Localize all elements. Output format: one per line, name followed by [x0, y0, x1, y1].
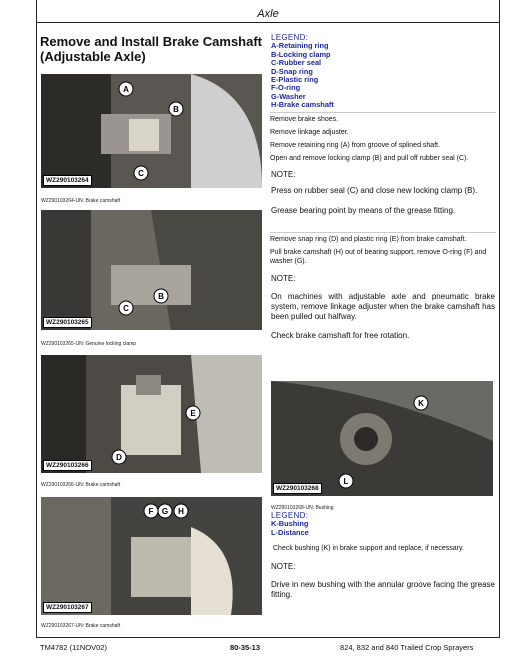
section-title: Axle — [257, 8, 279, 20]
callout-label: C — [123, 304, 129, 313]
photo-3-art — [41, 355, 262, 473]
step-check-bushing: Check bushing (K) in brake support and replace, if necessary. — [273, 545, 464, 552]
photo-5-art — [271, 381, 493, 496]
photo-tag: WZ290103266 — [43, 460, 92, 471]
callout-label: H — [178, 507, 184, 516]
photo-tag: WZ290103265 — [43, 317, 92, 328]
callout-label: E — [190, 409, 196, 418]
callout-label: F — [148, 507, 154, 516]
photo-caption: WZ290103266-UN: Brake camshaft — [41, 482, 121, 488]
legend-item: H-Brake camshaft — [271, 100, 334, 110]
step-item: Open and remove locking clamp (B) and pull off rubber seal (C). — [270, 155, 469, 162]
legend-item: G-Washer — [271, 91, 306, 101]
legend-title: LEGEND: — [271, 33, 309, 42]
legend-item: L-Distance — [271, 527, 309, 537]
note-text-2: On machines with adjustable axle and pneumatic brake system, remove linkage adjuster when the brake camshaft has been pulled out halfway. — [271, 292, 495, 321]
step-item: Remove linkage adjuster. — [270, 129, 349, 136]
photo-tag: WZ290103264 — [43, 175, 92, 186]
step-item: Pull brake camshaft (H) out of bearing support, remove O-ring (F) and washer (G). — [270, 249, 487, 265]
check-instruction: Check brake camshaft for free rotation. — [271, 331, 410, 340]
legend-item: F-O-ring — [271, 83, 301, 93]
note-label-2: NOTE: — [271, 274, 296, 283]
photo-caption: WZ290103267-UN: Brake camshaft — [41, 623, 121, 629]
callout-label: B — [173, 105, 179, 114]
footer-rule — [36, 637, 500, 638]
legend-item: K-Bushing — [271, 519, 309, 529]
legend-main — [271, 34, 334, 110]
photo-brake-camshaft-2 — [41, 355, 262, 473]
callout-label: B — [158, 292, 164, 301]
photo-2-art — [41, 210, 262, 330]
photo-tag: WZ290103267 — [43, 602, 92, 613]
photo-caption: WZ290103268-UN: Bushing — [271, 505, 334, 511]
callout-label: D — [116, 453, 122, 462]
photo-bushing — [271, 381, 493, 496]
photo-brake-camshaft-1 — [41, 74, 262, 188]
heading-line-1: Remove and Install Brake Camshaft — [40, 34, 262, 49]
callout-label: K — [418, 399, 424, 408]
heading-line-2: (Adjustable Axle) — [40, 49, 146, 64]
legend-item: E-Plastic ring — [271, 75, 319, 85]
step-item: Remove snap ring (D) and plastic ring (E) from brake camshaft. — [270, 236, 467, 243]
header-rule — [36, 22, 500, 23]
photo-caption: WZ290103264-UN: Brake camshaft — [41, 198, 121, 204]
legend-item: D-Snap ring — [271, 66, 313, 76]
note-text-1: Press on rubber seal (C) and close new locking clamp (B). — [271, 186, 478, 195]
page-heading — [40, 34, 262, 64]
step-item: Remove retaining ring (A) from groove of splined shaft. — [270, 142, 441, 149]
callout-label: C — [138, 169, 144, 178]
callout-label: G — [161, 507, 169, 516]
step-item: Remove brake shoes. — [270, 116, 339, 123]
step-list-1 — [270, 112, 496, 163]
legend-title: LEGEND: — [271, 511, 309, 520]
step-list-2 — [270, 232, 496, 266]
footer-tm-number: TM4782 (11NOV02) — [40, 643, 107, 652]
legend-item: C-Rubber seal — [271, 58, 322, 68]
footer-product: 824, 832 and 840 Trailed Crop Sprayers — [340, 643, 474, 652]
photo-locking-clamp — [41, 210, 262, 330]
callout-label: A — [123, 85, 129, 94]
photo-tag: WZ290103268 — [273, 483, 322, 494]
note-text-3: Drive in new bushing with the annular groove facing the grease fitting. — [271, 580, 495, 599]
photo-1-art — [41, 74, 262, 188]
legend-item: A-Retaining ring — [271, 41, 329, 51]
note-label-3: NOTE: — [271, 562, 296, 571]
photo-caption: WZ290103265-UN: Genuine locking clamp — [41, 341, 137, 347]
callout-label: L — [343, 477, 349, 486]
photo-brake-camshaft-3 — [41, 497, 262, 615]
grease-instruction: Grease bearing point by means of the grease fitting. — [271, 206, 456, 215]
legend-item: B-Locking clamp — [271, 49, 331, 59]
note-label-1: NOTE: — [271, 170, 296, 179]
photo-4-art — [41, 497, 262, 615]
footer-page-number: 80-35-13 — [230, 643, 261, 652]
legend-bushing — [271, 512, 309, 537]
